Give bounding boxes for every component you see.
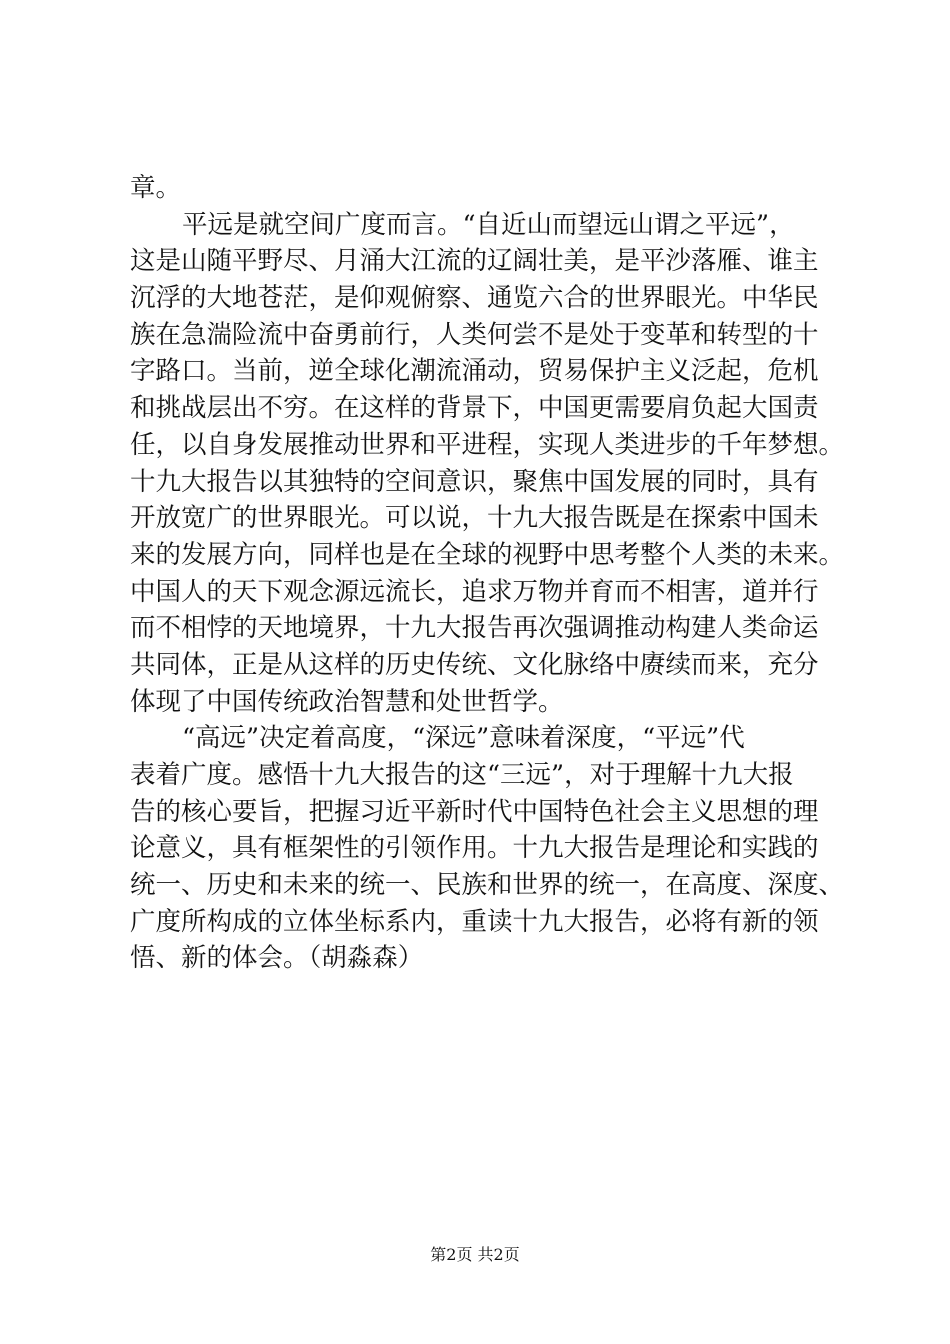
text-line: 字路口。当前，逆全球化潮流涌动，贸易保护主义泛起，危机 [130,356,819,387]
text-line: 告的核心要旨，把握习近平新时代中国特色社会主义思想的理 [130,796,819,827]
text-line: 表着广度。感悟十九大报告的这“三远”，对于理解十九大报 [130,760,794,790]
text-line: 广度所构成的立体坐标系内，重读十九大报告，必将有新的领 [130,906,819,937]
text-line: 和挑战层出不穷。在这样的背景下，中国更需要肩负起大国责 [130,393,819,424]
page-number-footer: 第2页 共2页 [430,1245,520,1264]
text-line: 沉浮的大地苍茫，是仰观俯察、通览六合的世界眼光。中华民 [130,283,819,314]
text-line: 族在急湍险流中奋勇前行，人类何尝不是处于变革和转型的十 [130,319,819,350]
text-line: 章。 [130,173,182,203]
paragraph-start-line: 平远是就空间广度而言。“自近山而望远山谓之平远”， [182,209,795,240]
text-line: 中国人的天下观念源远流长，追求万物并育而不相害，道并行 [130,576,819,607]
text-line: 共同体，正是从这样的历史传统、文化脉络中赓续而来，充分 [130,649,819,680]
text-line: 悟、新的体会。（胡淼森） [130,943,424,974]
text-line: 体现了中国传统政治智慧和处世哲学。 [130,686,564,717]
text-line: 十九大报告以其独特的空间意识，聚焦中国发展的同时，具有 [130,466,819,497]
body-text [130,170,845,977]
text-line: 任，以自身发展推动世界和平进程，实现人类进步的千年梦想。 [130,429,845,460]
paragraph-start-line: “高远”决定着高度，“深远”意味着深度，“平远”代 [182,723,745,754]
text-line: 而不相悖的天地境界，十九大报告再次强调推动构建人类命运 [130,613,819,644]
text-line: 这是山随平野尽、月涌大江流的辽阔壮美，是平沙落雁、谁主 [130,246,819,277]
text-line: 统一、历史和未来的统一、民族和世界的统一，在高度、深度、 [130,870,845,901]
text-line: 来的发展方向，同样也是在全球的视野中思考整个人类的未来。 [130,539,845,570]
text-line: 论意义，具有框架性的引领作用。十九大报告是理论和实践的 [130,833,819,864]
text-line: 开放宽广的世界眼光。可以说，十九大报告既是在探索中国未 [130,503,819,534]
